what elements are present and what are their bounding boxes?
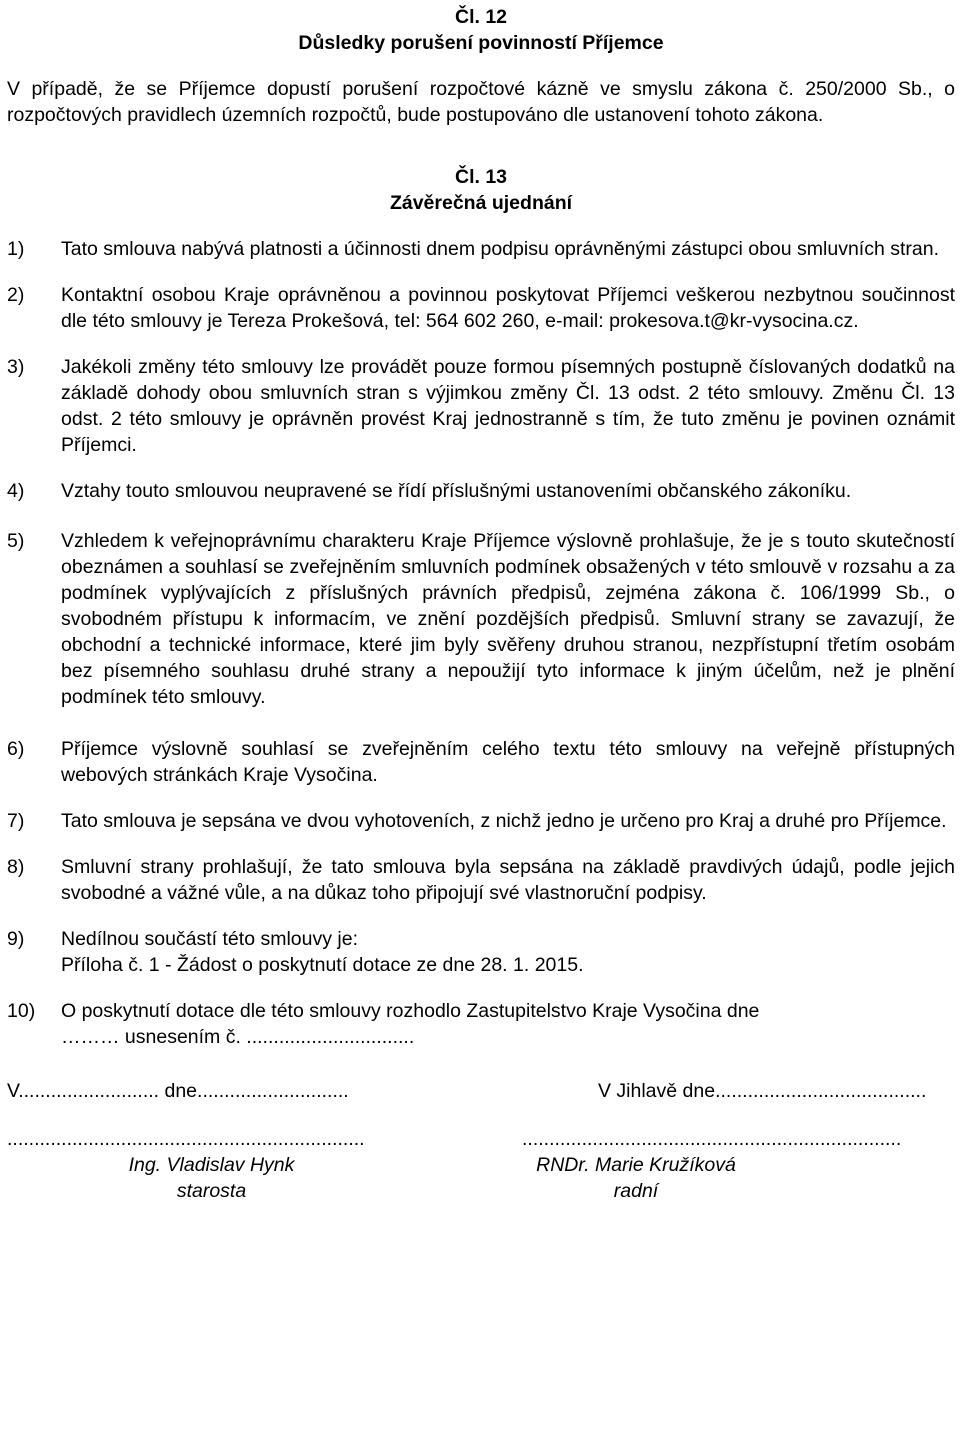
clause-4 <box>7 478 955 504</box>
clause-number: 3) <box>7 356 25 378</box>
clause-1 <box>7 236 955 262</box>
article-12-title: Čl. 12 <box>454 6 508 28</box>
clause-text: Vztahy touto smlouvou neupravené se řídí příslušnými ustanoveními občanského zákoníku. <box>61 480 852 502</box>
clause-number: 4) <box>7 480 25 502</box>
clause-2 <box>7 282 955 334</box>
left-signature-line: .................................................................. <box>7 1128 365 1150</box>
clause-number: 7) <box>7 810 25 832</box>
clause-8 <box>7 854 955 906</box>
clause-9-line-1: Nedílnou součástí této smlouvy je: <box>61 928 358 950</box>
clause-text: Smluvní strany prohlašují, že tato smlouva byla sepsána na základě pravdivých údajů, podle jejich svobodné a vážné vůle, a na důkaz toho připojují své vlastnoruční podpisy. <box>61 856 955 904</box>
signatory-roles-row <box>7 1178 955 1204</box>
clause-10 <box>7 998 955 1050</box>
clause-text: Vzhledem k veřejnoprávnímu charakteru Kraje Příjemce výslovně prohlašuje, že je s touto skutečností obeznámen a souhlasí se zveřejněním smluvních podmínek obsažených v této smlouvě v rozsahu a za podmínek vyplývajících z příslušných právních předpisů, zejména zákona č. 106/1999 Sb., o svobodném přístupu k informacím, ve znění pozdějších předpisů. Smluvní strany se zavazují, že obchodní a technické informace, které jim byly svěřeny druhou stranou, nezpřístupní třetím osobám bez písemného souhlasu druhé strany a nepoužijí tyto informace k jiným účelům, než je plnění podmínek této smlouvy. <box>61 530 955 708</box>
left-place-date: V.......................... dne............................ <box>7 1080 349 1102</box>
left-signatory-name: Ing. Vladislav Hynk <box>128 1154 295 1176</box>
clause-text: Příjemce výslovně souhlasí se zveřejněním celého textu této smlouvy na veřejně přístupných webových stránkách Kraje Vysočina. <box>61 738 955 786</box>
clause-text: Jakékoli změny této smlouvy lze provádět pouze formou písemných postupně číslovaných dodatků na základě dohody obou smluvních stran s výjimkou změny Čl. 13 odst. 2 této smlouvy. Změnu Čl. 13 odst. 2 této smlouvy je oprávněn provést Kraj jednostranně s tím, že tuto změnu je povinen oznámit Příjemci. <box>61 356 955 456</box>
signatory-names-row <box>7 1152 955 1178</box>
article-13-title: Čl. 13 <box>454 166 508 188</box>
clause-number: 5) <box>7 530 25 552</box>
clause-5 <box>7 528 955 710</box>
clause-3 <box>7 354 955 458</box>
clause-number: 8) <box>7 856 25 878</box>
clause-text: Kontaktní osobou Kraje oprávněnou a povinnou poskytovat Příjemci veškerou nezbytnou součinnost dle této smlouvy je Tereza Prokešová, tel: 564 602 260, e-mail: prokesova.t@kr-vysocina.cz. <box>61 284 955 332</box>
clause-7 <box>7 808 955 834</box>
clause-number: 1) <box>7 238 25 260</box>
right-signatory-role: radní <box>613 1180 659 1202</box>
article-13-subtitle: Závěrečná ujednání <box>389 192 573 214</box>
clause-number: 6) <box>7 738 25 760</box>
clause-10-line-1: O poskytnutí dotace dle této smlouvy rozhodlo Zastupitelstvo Kraje Vysočina dne <box>61 1000 760 1022</box>
signature-lines-row <box>7 1126 955 1152</box>
article-12-text: V případě, že se Příjemce dopustí porušení rozpočtové kázně ve smyslu zákona č. 250/2000 Sb., o rozpočtových pravidlech územních rozpočtů, bude postupováno dle ustanovení tohoto zákona. <box>7 78 955 126</box>
signature-place-date-row <box>7 1078 955 1104</box>
clause-number: 10) <box>7 1000 36 1022</box>
clause-9-attachment: Příloha č. 1 - Žádost o poskytnutí dotace ze dne 28. 1. 2015. <box>61 954 584 976</box>
clause-number: 2) <box>7 284 25 306</box>
clause-text: Tato smlouva je sepsána ve dvou vyhotoveních, z nichž jedno je určeno pro Kraj a druhé pro Příjemce. <box>61 810 947 832</box>
clause-text: Tato smlouva nabývá platnosti a účinnosti dnem podpisu oprávněnými zástupci obou smluvních stran. <box>61 238 939 260</box>
clause-number: 9) <box>7 928 25 950</box>
clause-6 <box>7 736 955 788</box>
right-place-date: V Jihlavě dne....................................... <box>598 1080 927 1102</box>
document-page <box>7 4 955 1204</box>
left-signatory-role: starosta <box>176 1180 247 1202</box>
right-signatory-name: RNDr. Marie Kružíková <box>536 1154 736 1176</box>
clause-10-line-2: ……… usnesením č. ............................... <box>61 1026 415 1048</box>
right-signature-line: ...................................................................... <box>522 1128 902 1150</box>
article-12-subtitle: Důsledky porušení povinností Příjemce <box>298 32 664 54</box>
clause-9 <box>7 926 955 978</box>
